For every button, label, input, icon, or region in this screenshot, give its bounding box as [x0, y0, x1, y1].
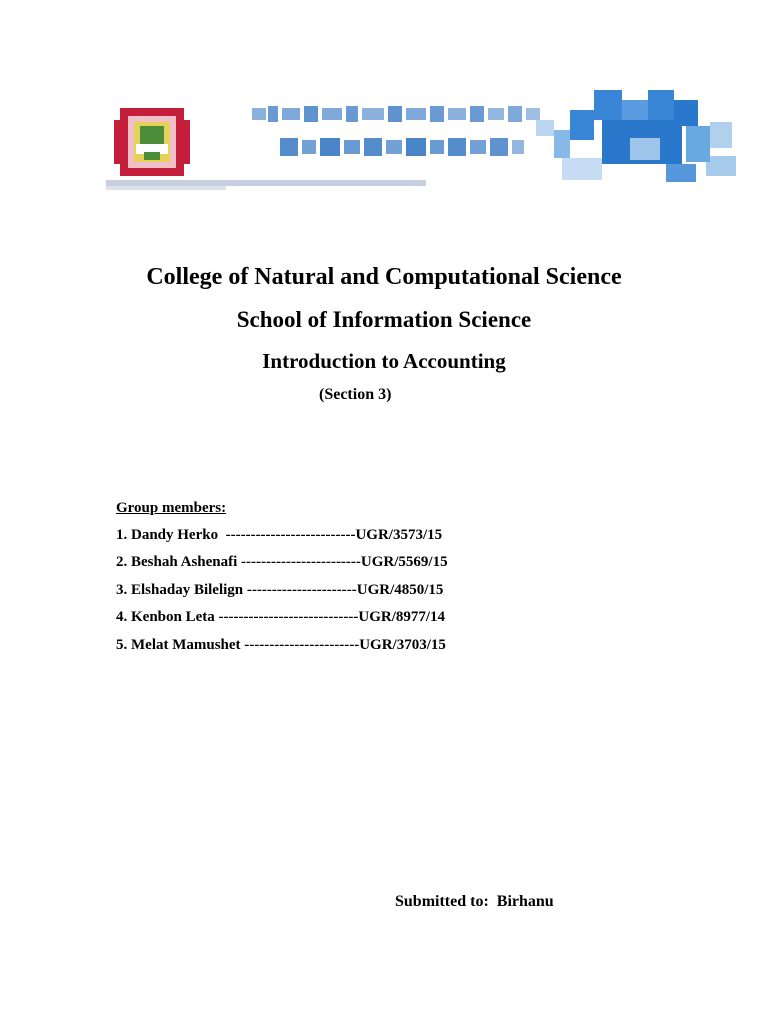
university-seal-logo — [110, 100, 194, 184]
group-member-item: 2. Beshah Ashenafi ------------------------UGR/5569/15 — [116, 554, 448, 571]
university-banner — [106, 86, 748, 200]
college-title: College of Natural and Computational Science — [146, 264, 622, 290]
group-members-block — [116, 499, 448, 663]
submitted-to-line: Submitted to: Birhanu — [395, 893, 554, 910]
university-banner-image — [106, 86, 748, 200]
group-members-heading: Group members: — [116, 500, 227, 516]
university-name-wordmark — [252, 106, 540, 156]
banner-map-graphic — [536, 90, 736, 182]
group-member-item: 5. Melat Mamushet -----------------------UGR/3703/15 — [116, 636, 446, 653]
group-member-item: 4. Kenbon Leta ----------------------------UGR/8977/14 — [116, 609, 446, 626]
group-member-item: 3. Elshaday Bilelign ----------------------UGR/4850/15 — [116, 581, 444, 598]
group-member-item: 1. Dandy Herko --------------------------UGR/3573/15 — [116, 527, 443, 543]
school-title: School of Information Science — [236, 307, 532, 332]
banner-tagline — [106, 180, 426, 190]
course-title: Introduction to Accounting — [262, 349, 506, 373]
section-label: (Section 3) — [319, 386, 392, 403]
